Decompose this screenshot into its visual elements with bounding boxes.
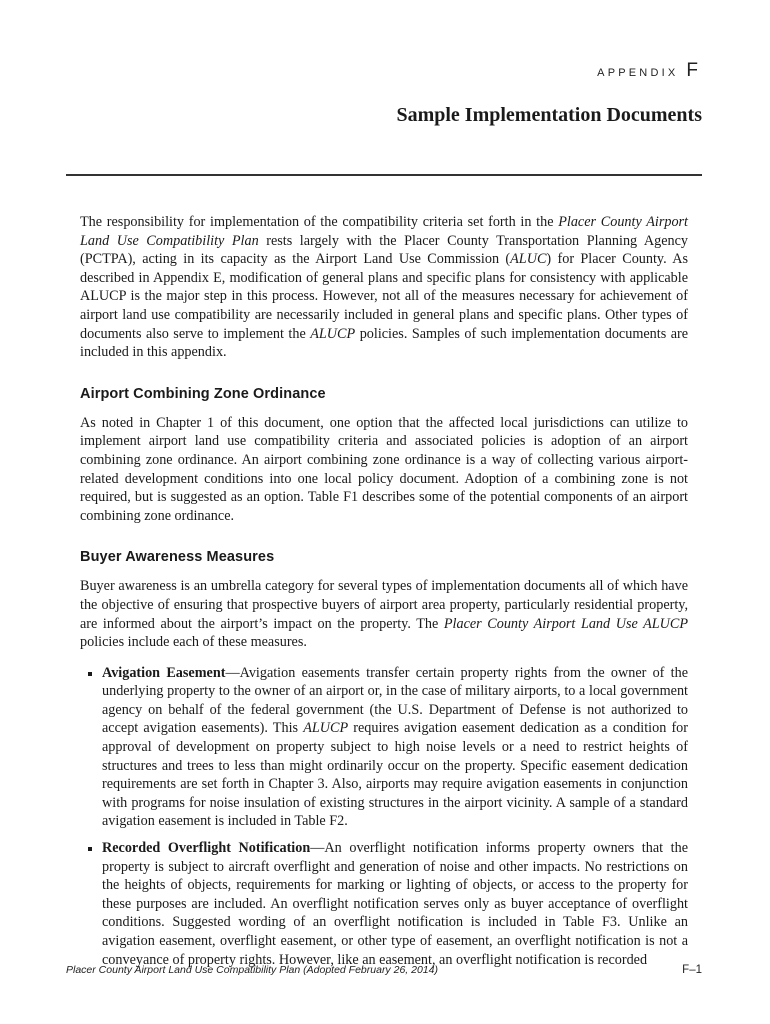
buyer-text-1: Buyer awareness is an umbrella category for several types of implementation documents all of which have the objective of ensuring that prospective buyers of airport area property, particularly residential property, are informed about the airport’s impact on the property. The (80, 578, 688, 632)
bullet-term: Avigation Easement (102, 664, 226, 681)
section-heading-buyer-awareness: Buyer Awareness Measures (80, 549, 275, 566)
appendix-letter: F (686, 60, 698, 81)
bullet-text: —Avigation easements transfer certain property rights from the owner of the underlying property to the owner of an airport or, in the case of military airports, to a local government agency on behalf of the federal government (the U.S. Department of Defense is not authorized to accept avigation easements). This (102, 664, 689, 737)
combining-zone-paragraph: As noted in Chapter 1 of this document, one option that the affected local jurisdictions can utilize to implement airport land use compatibility criteria and associated policies is adoption of an airport combining zone ordinance. An airport combining zone ordinance is a way of collecting various airport-related development conditions into one local policy document. Adoption of a combining zone is not required, but is suggested as an option. Table F1 describes some of the potential components of an airport combining zone ordinance. (80, 414, 688, 524)
square-bullet-icon (88, 847, 92, 851)
page-footer (66, 964, 702, 976)
intro-text-3: ) for Placer County. As described in Appendix E, modification of general plans and specific plans for consistency with applicable ALUCP is the major step in this process. However, not all of the measures necessary for achievement of airport land use compatibility are necessarily included in general plans and specific plans. Other types of documents also serve to implement the (80, 251, 689, 342)
appendix-word: APPENDIX (597, 67, 679, 79)
section-heading-combining-zone: Airport Combining Zone Ordinance (80, 385, 326, 402)
list-item (80, 664, 688, 831)
intro-alucp: ALUCP (310, 325, 356, 342)
intro-plan-name: Placer County Airport Land Use Compatibility Plan (80, 214, 688, 249)
title-divider (66, 174, 702, 176)
list-item (80, 839, 688, 969)
intro-text-4: policies. Samples of such implementation documents are included in this appendix. (80, 325, 689, 361)
bullet-emphasis: ALUCP (303, 720, 349, 737)
bullet-text: —An overflight notification informs property owners that the property is subject to aircraft overflight and generation of noise and other impacts. No restrictions on the heights of objects, requirements for marking or lighting of objects, or access to the property for these purposes are included. An overflight notification serves only as buyer acceptance of overflight conditions. Suggested wording of an overflight notification is included in Table F3. Unlike an avigation easement, overflight easement, or other type of easement, an overflight notification is not a conveyance of property rights. However, like an easement, an overflight notification is recorded (102, 840, 688, 968)
page-title: Sample Implementation Documents (396, 104, 702, 126)
page-number: F–1 (682, 964, 702, 976)
intro-text-2: rests largely with the Placer County Transportation Planning Agency (PCTPA), acting in its capacity as the Airport Land Use Commission ( (80, 232, 689, 268)
bullet-text-cont: requires avigation easement dedication as a condition for approval of development on property subject to high noise levels or a need to restrict heights of structures and trees to less than might ordinarily occur on the property. Specific easement dedication requirements are set forth in Chapter 3. Also, airports may require avigation easements in conjunction with programs for noise insulation of existing structures in the airport vicinity. A sample of a standard avigation easement is included in Table F2. (102, 720, 688, 830)
measures-list (80, 664, 688, 970)
intro-paragraph (80, 213, 688, 362)
bullet-term: Recorded Overflight Notification (102, 840, 311, 857)
footer-document-title: Placer County Airport Land Use Compatibility Plan (Adopted February 26, 2014) (66, 964, 438, 976)
intro-text-1: The responsibility for implementation of the compatibility criteria set forth in the (80, 214, 554, 230)
square-bullet-icon (88, 672, 92, 676)
buyer-text-2: policies include each of these measures. (80, 634, 307, 651)
appendix-label (597, 60, 698, 82)
document-body (80, 213, 688, 969)
intro-aluc: ALUC (510, 251, 547, 268)
buyer-plan-name: Placer County Airport Land Use ALUCP (443, 615, 689, 632)
buyer-awareness-paragraph (80, 577, 688, 651)
